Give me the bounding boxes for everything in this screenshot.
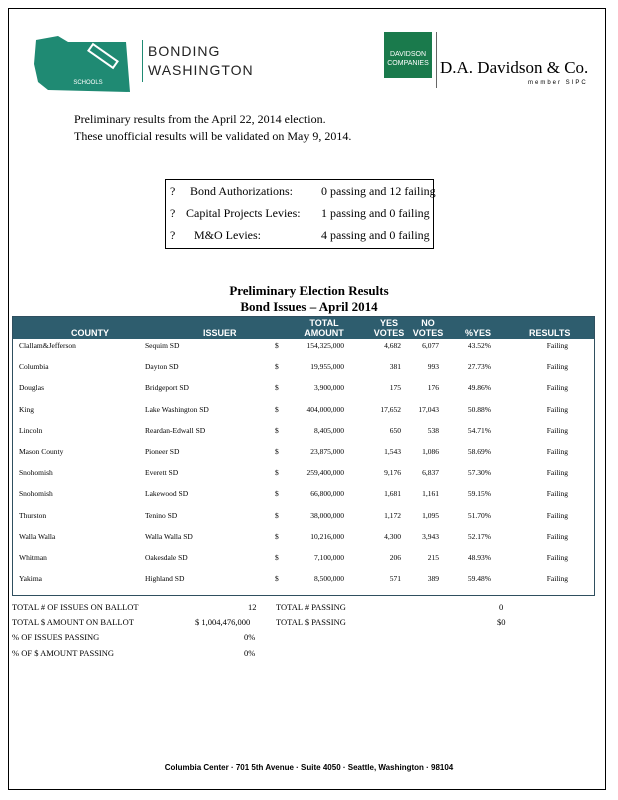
amount-cell: 7,100,000	[314, 553, 344, 562]
pct-yes-cell: 43.52%	[467, 341, 491, 350]
county-cell: Lincoln	[19, 425, 43, 435]
davidson-divider	[436, 32, 437, 88]
pct-amount-passing-value: 0%	[244, 648, 256, 658]
pct-yes-cell: 52.17%	[467, 531, 491, 541]
result-cell: Failing	[546, 362, 568, 372]
washington-state-logo	[28, 34, 140, 96]
pct-yes-cell: 59.15%	[467, 489, 491, 499]
total-passing-label: TOTAL # PASSING	[276, 602, 346, 612]
county-cell: Thurston	[19, 510, 47, 520]
amount-cell: 19,955,000	[310, 362, 344, 372]
issuer-cell: Reardan-Edwall SD	[145, 425, 206, 435]
col-amount-line2: AMOUNT	[304, 328, 344, 338]
no-votes-cell: 3,943	[422, 531, 439, 541]
dollar-sign-cell: $	[275, 404, 279, 414]
bullet-icon: ?	[170, 206, 176, 220]
result-cell: Failing	[546, 531, 568, 541]
dollar-sign-cell: $	[275, 447, 279, 456]
county-cell: Yakima	[19, 574, 42, 584]
no-votes-cell: 6,837	[422, 468, 439, 478]
summary-value: 4 passing and 0 failing	[321, 228, 430, 242]
issuer-cell: Dayton SD	[145, 362, 179, 372]
no-votes-cell: 993	[427, 362, 439, 372]
yes-votes-cell: 4,682	[384, 341, 401, 350]
davidson-box-line2: COMPANIES	[387, 60, 429, 67]
logo-divider	[142, 40, 143, 82]
summary-label: Bond Authorizations:	[190, 184, 293, 198]
summary-box	[165, 179, 434, 249]
issuer-cell: Lake Washington SD	[145, 404, 209, 414]
table-row	[13, 553, 594, 571]
results-title: Preliminary Election Results	[229, 283, 389, 298]
no-votes-cell: 1,095	[422, 510, 439, 520]
amount-cell: 38,000,000	[310, 510, 344, 520]
intro-text	[74, 111, 351, 145]
col-yes-line2: VOTES	[373, 328, 405, 338]
pct-yes-cell: 50.88%	[467, 404, 491, 414]
dollar-sign-cell: $	[275, 531, 279, 541]
county-cell: Whitman	[19, 553, 47, 562]
result-cell: Failing	[546, 468, 568, 478]
pct-yes-cell: 54.71%	[467, 425, 491, 435]
total-issues-value: 12	[248, 602, 257, 612]
pct-amount-passing-label: % OF $ AMOUNT PASSING	[12, 648, 115, 658]
county-cell: Douglas	[19, 383, 44, 393]
total-dollar-passing-value: $0	[497, 617, 506, 627]
pct-issues-passing-label: % OF ISSUES PASSING	[12, 632, 100, 642]
pct-yes-cell: 48.93%	[467, 553, 491, 562]
yes-votes-cell: 571	[389, 574, 401, 584]
dollar-sign-cell: $	[275, 362, 279, 372]
davidson-name: D.A. Davidson & Co.	[440, 58, 589, 77]
davidson-box-line1: DAVIDSON	[389, 51, 427, 58]
summary-value: 0 passing and 12 failing	[321, 184, 436, 198]
bonding-line: BONDING	[148, 43, 221, 59]
issuer-cell: Bridgeport SD	[145, 383, 189, 393]
intro-line-2: These unofficial results will be validated on May 9, 2014.	[74, 129, 352, 143]
dollar-sign-cell: $	[275, 425, 279, 435]
result-cell: Failing	[546, 447, 568, 456]
result-cell: Failing	[546, 510, 568, 520]
amount-cell: 8,500,000	[314, 574, 344, 584]
no-votes-cell: 1,161	[422, 489, 439, 499]
col-pct-yes: %YES	[465, 328, 492, 338]
col-yes-line1: YES	[379, 318, 398, 328]
schools-badge: SCHOOLS	[73, 80, 103, 86]
issuer-cell: Lakewood SD	[145, 489, 189, 499]
no-votes-cell: 6,077	[422, 341, 439, 350]
davidson-companies-logo	[384, 32, 432, 78]
davidson-sub: member SIPC	[528, 80, 588, 86]
col-no-votes	[410, 318, 446, 338]
result-cell: Failing	[546, 383, 568, 393]
county-cell: Mason County	[19, 447, 64, 456]
col-yes-votes	[371, 318, 407, 338]
col-issuer: ISSUER	[203, 328, 237, 338]
yes-votes-cell: 1,681	[384, 489, 401, 499]
pct-yes-cell: 59.48%	[467, 574, 491, 584]
no-votes-cell: 538	[427, 425, 439, 435]
amount-cell: 259,400,000	[306, 468, 344, 478]
issuer-cell: Highland SD	[145, 574, 185, 584]
dollar-sign-cell: $	[275, 553, 279, 562]
table-row	[13, 511, 594, 529]
dollar-sign-cell: $	[275, 489, 279, 499]
county-cell: Snohomish	[19, 468, 53, 478]
no-votes-cell: 215	[427, 553, 439, 562]
amount-cell: 66,800,000	[310, 489, 344, 499]
bullet-icon: ?	[170, 184, 176, 198]
amount-cell: 404,000,000	[306, 404, 344, 414]
intro-line-1: Preliminary results from the April 22, 2014 election.	[74, 112, 326, 126]
table-row	[13, 489, 594, 507]
yes-votes-cell: 1,172	[384, 510, 401, 520]
footer-address: Columbia Center · 701 5th Avenue · Suite 4050 · Seattle, Washington · 98104	[164, 763, 454, 772]
table-row	[13, 468, 594, 486]
issuer-cell: Oakesdale SD	[145, 553, 188, 562]
no-votes-cell: 389	[427, 574, 439, 584]
pct-yes-cell: 57.30%	[467, 468, 491, 478]
yes-votes-cell: 17,652	[380, 404, 401, 414]
table-row	[13, 405, 594, 423]
yes-votes-cell: 175	[389, 383, 401, 393]
yes-votes-cell: 381	[389, 362, 401, 372]
total-issues-label: TOTAL # OF ISSUES ON BALLOT	[12, 602, 139, 612]
col-amount	[299, 318, 349, 338]
results-table	[12, 316, 595, 596]
issuer-cell: Everett SD	[145, 468, 179, 478]
issuer-cell: Pioneer SD	[145, 447, 180, 456]
table-row	[13, 341, 594, 359]
summary-value: 1 passing and 0 failing	[321, 206, 430, 220]
result-cell: Failing	[546, 404, 568, 414]
issuer-cell: Walla Walla SD	[145, 531, 193, 541]
result-cell: Failing	[546, 341, 568, 350]
bullet-icon: ?	[170, 228, 176, 242]
amount-cell: 154,325,000	[306, 341, 344, 350]
county-cell: King	[19, 404, 34, 414]
result-cell: Failing	[546, 574, 568, 584]
no-votes-cell: 1,086	[422, 447, 439, 456]
col-no-line1: NO	[421, 318, 435, 328]
amount-cell: 23,875,000	[310, 447, 344, 456]
pct-yes-cell: 58.69%	[467, 447, 491, 456]
issuer-cell: Tenino SD	[145, 510, 178, 520]
table-row	[13, 383, 594, 401]
table-row	[13, 447, 594, 465]
total-passing-value: 0	[499, 602, 504, 612]
county-cell: Clallam&Jefferson	[19, 341, 76, 350]
pct-yes-cell: 49.86%	[467, 383, 491, 393]
pct-yes-cell: 51.70%	[467, 510, 491, 520]
dollar-sign-cell: $	[275, 468, 279, 478]
county-cell: Walla Walla	[19, 531, 56, 541]
table-row	[13, 426, 594, 444]
summary-label: Capital Projects Levies:	[186, 206, 301, 220]
col-amount-line1: TOTAL	[309, 318, 339, 328]
result-cell: Failing	[546, 489, 568, 499]
no-votes-cell: 17,043	[418, 404, 439, 414]
dollar-sign-cell: $	[275, 341, 279, 350]
summary-label: M&O Levies:	[194, 228, 261, 242]
result-cell: Failing	[546, 553, 568, 562]
county-cell: Snohomish	[19, 489, 53, 499]
yes-votes-cell: 4,300	[384, 531, 401, 541]
results-subtitle: Bond Issues – April 2014	[240, 299, 378, 314]
yes-votes-cell: 9,176	[384, 468, 401, 478]
bonding-washington-title	[148, 42, 254, 80]
yes-votes-cell: 1,543	[384, 447, 401, 456]
pct-issues-passing-value: 0%	[244, 632, 256, 642]
issuer-cell: Sequim SD	[145, 341, 180, 350]
yes-votes-cell: 206	[389, 553, 401, 562]
table-row	[13, 362, 594, 380]
amount-cell: 3,900,000	[314, 383, 344, 393]
col-county: COUNTY	[71, 328, 109, 338]
no-votes-cell: 176	[427, 383, 439, 393]
washington-line: WASHINGTON	[148, 62, 254, 78]
yes-votes-cell: 650	[389, 425, 401, 435]
amount-cell: 8,405,000	[314, 425, 344, 435]
result-cell: Failing	[546, 425, 568, 435]
amount-cell: 10,216,000	[310, 531, 344, 541]
dollar-sign-cell: $	[275, 510, 279, 520]
dollar-sign-cell: $	[275, 574, 279, 584]
total-amount-value: $ 1,004,476,000	[195, 617, 251, 627]
table-row	[13, 532, 594, 550]
col-results: RESULTS	[529, 328, 571, 338]
total-amount-label: TOTAL $ AMOUNT ON BALLOT	[12, 617, 134, 627]
total-dollar-passing-label: TOTAL $ PASSING	[276, 617, 346, 627]
table-header	[13, 317, 594, 339]
table-row	[13, 574, 594, 592]
county-cell: Columbia	[19, 362, 49, 372]
col-no-line2: VOTES	[412, 328, 444, 338]
dollar-sign-cell: $	[275, 383, 279, 393]
pct-yes-cell: 27.73%	[467, 362, 491, 372]
